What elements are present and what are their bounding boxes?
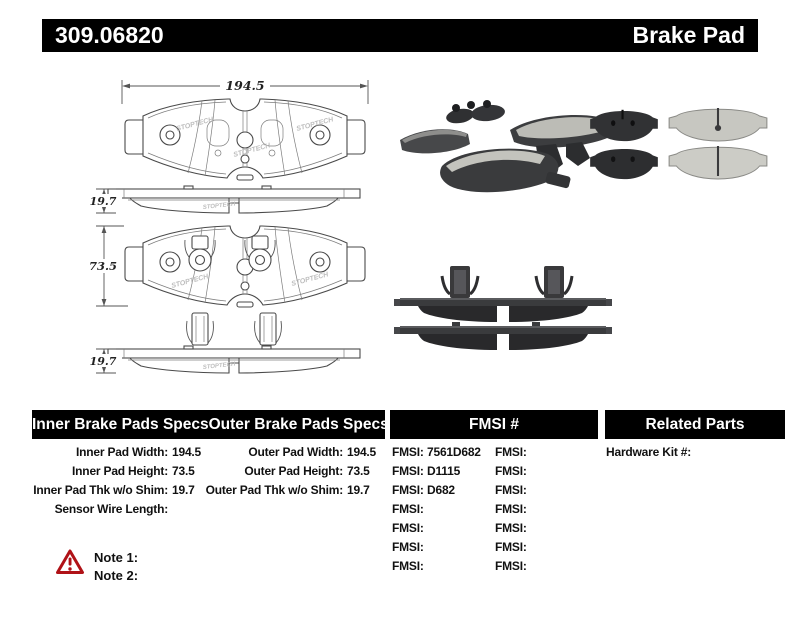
product-type: Brake Pad: [632, 22, 745, 48]
svg-text:STOPTECH: STOPTECH: [290, 271, 330, 288]
fmsi-row: FMSI:: [495, 483, 527, 497]
note-2: Note 2:: [94, 568, 139, 583]
svg-text:STOPTECH: STOPTECH: [295, 116, 335, 133]
spec-row: Inner Pad Thk w/o Shim: 19.7: [33, 483, 195, 497]
sensor-clip-drawing-left: [187, 313, 214, 345]
fmsi-row: FMSI: D1115: [392, 464, 461, 478]
svg-text:19.7: 19.7: [89, 195, 117, 208]
fmsi-row: FMSI: 7561D682: [392, 445, 481, 459]
header-bar: [42, 19, 758, 52]
spec-row: Outer Pad Height: 73.5: [244, 464, 370, 478]
product-photos: [390, 88, 790, 368]
spec-row: Inner Pad Width: 194.5: [75, 445, 202, 459]
svg-text:STOPTECH: STOPTECH: [202, 201, 236, 211]
fmsi-row: FMSI:: [392, 540, 424, 554]
fmsi-row: FMSI:: [392, 559, 424, 573]
related-part-row: Hardware Kit #:: [606, 445, 692, 459]
fmsi-title: FMSI #: [469, 415, 519, 433]
svg-text:STOPTECH: STOPTECH: [175, 116, 215, 133]
warning-icon: [55, 548, 85, 576]
fmsi-header-bar: [390, 410, 598, 439]
pads-specs-header-bar: [32, 410, 389, 439]
fmsi-column-1: [392, 443, 481, 576]
fmsi-row: FMSI:: [495, 464, 527, 478]
photo-pads-angled: [400, 100, 619, 192]
spec-row: Inner Pad Height: 73.5: [72, 464, 195, 478]
svg-text:194.5: 194.5: [225, 78, 265, 93]
fmsi-row: FMSI:: [495, 559, 527, 573]
related-parts-header-bar: [605, 410, 785, 439]
pad-side-view-1: [108, 186, 360, 213]
fmsi-column-2: [495, 443, 530, 576]
outer-specs-title: Outer Brake Pads Specs: [208, 415, 389, 433]
dimension-width: [122, 78, 368, 104]
sensor-clip-drawing-right: [255, 313, 282, 345]
svg-text:STOPTECH: STOPTECH: [232, 142, 272, 159]
fmsi-row: FMSI:: [495, 540, 527, 554]
svg-text:19.7: 19.7: [89, 355, 117, 368]
photo-pads-profile: [394, 266, 612, 350]
fmsi-row: FMSI:: [392, 502, 424, 516]
pad-side-view-2: [108, 346, 360, 373]
fmsi-row: FMSI: D682: [392, 483, 455, 497]
outer-specs-column: [195, 443, 376, 500]
fmsi-row: FMSI:: [392, 521, 424, 535]
photo-pads-faces: [590, 108, 767, 179]
spec-row: Outer Pad Thk w/o Shim: 19.7: [205, 483, 370, 497]
related-parts-column: [606, 443, 695, 462]
inner-specs-column: [20, 443, 201, 519]
fmsi-row: FMSI:: [495, 521, 527, 535]
spec-row: Sensor Wire Length:: [54, 502, 168, 516]
notes-block: [94, 549, 138, 585]
spec-row: Outer Pad Width: 194.5: [248, 445, 377, 459]
note-1: Note 1:: [94, 550, 139, 565]
pad-front-view-1: [125, 99, 365, 180]
related-parts-title: Related Parts: [645, 415, 745, 433]
pad-front-view-2: [125, 226, 365, 307]
fmsi-row: FMSI:: [495, 502, 527, 516]
inner-specs-title: Inner Brake Pads Specs: [32, 415, 209, 433]
part-number: 309.06820: [55, 22, 164, 48]
dimension-height: [83, 226, 128, 306]
technical-drawing: [70, 64, 390, 384]
svg-text:STOPTECH: STOPTECH: [202, 361, 236, 371]
svg-text:STOPTECH: STOPTECH: [170, 273, 210, 290]
fmsi-row: FMSI:: [495, 445, 527, 459]
svg-text:73.5: 73.5: [88, 259, 118, 273]
